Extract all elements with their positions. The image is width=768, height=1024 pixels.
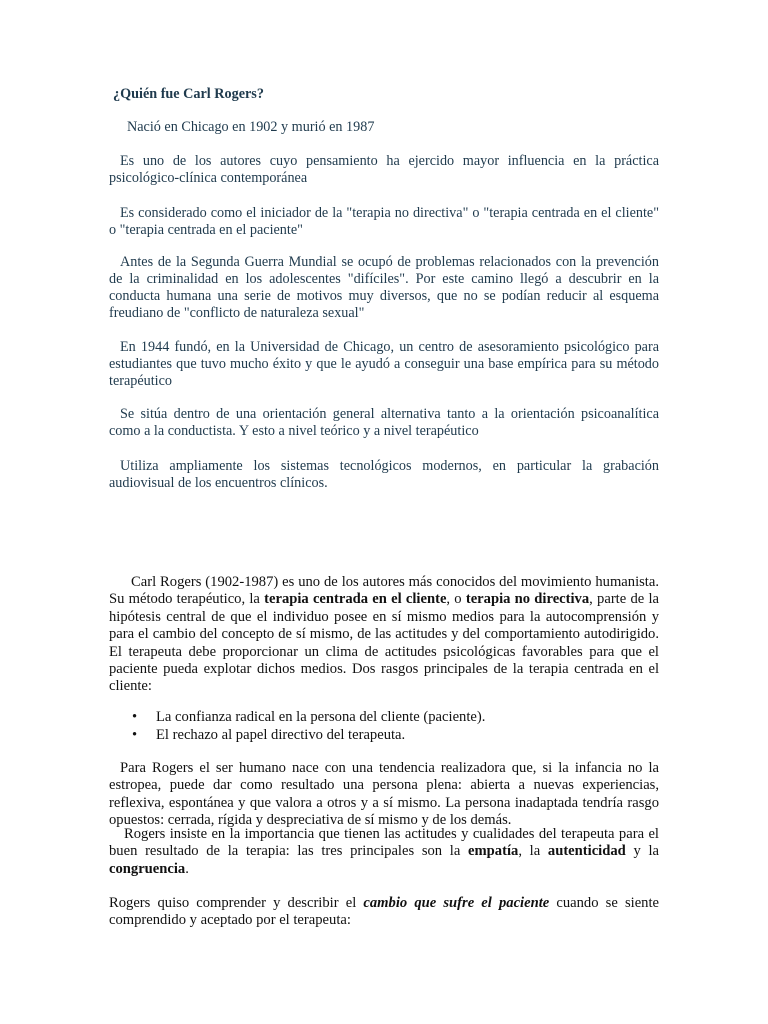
body-paragraph-4-text-a: Rogers quiso comprender y describir el — [109, 895, 364, 911]
term-cambio-paciente: cambio que sufre el paciente — [363, 895, 550, 911]
body-paragraph-4-text-b: cuando se siente comprendido y aceptado por el terapeuta: — [109, 895, 659, 929]
body-paragraph-2: Para Rogers el ser humano nace con una tendencia realizadora que, si la infancia no la estropea, puede dar como resultado una persona plena: abierta a nuevas experiencias, reflexiva, espontánea y que valora a otros y a sí mismo. La persona inadaptada tendría rasgo opuestos: cerrada, rígida y despreciativa de sí mismo y de los demás. — [109, 760, 659, 829]
intro-paragraph-4: Antes de la Segunda Guerra Mundial se ocupó de problemas relacionados con la prevención de la criminalidad en los adolescentes "difíciles". Por este camino llegó a descubrir en la conducta humana una serie de motivos muy diversos, que no se podían reducir al esquema freudiano de "conflicto de naturaleza sexual" — [109, 254, 659, 321]
list-item — [109, 709, 659, 727]
term-autenticidad: autenticidad — [547, 843, 626, 860]
intro-paragraph-2: Es uno de los autores cuyo pensamiento ha ejercido mayor influencia en la práctica psicológico-clínica contemporánea — [109, 153, 659, 186]
body-paragraph-4 — [109, 895, 659, 930]
body-paragraph-3-text-c: y la — [625, 843, 659, 860]
body-paragraph-1-text-c: , parte de la hipótesis central de que el individuo posee en sí mismo medios para la autocomprensión y para el cambio del concepto de sí mismo, de las actitudes y del comportamiento autodirigido. El terapeuta debe proporcionar un clima de actitudes psicológicas favorables para que el paciente pueda explotar dichos medios. Dos rasgos principales de la terapia centrada en el cliente: — [109, 591, 659, 695]
term-terapia-centrada: terapia centrada en el cliente — [264, 591, 447, 608]
term-empatia: empatía — [468, 843, 519, 860]
term-terapia-no-directiva: terapia no directiva — [465, 591, 590, 608]
list-item-text: El rechazo al papel directivo del terapeuta. — [156, 727, 406, 743]
list-item-text: La confianza radical en la persona del cliente (paciente). — [156, 709, 486, 725]
body-paragraph-3-text-a: Rogers insiste en la importancia que tienen las actitudes y cualidades del terapeuta para el buen resultado de la terapia: las tres principales son la — [109, 826, 659, 860]
traits-list — [109, 709, 659, 745]
intro-paragraph-7: Utiliza ampliamente los sistemas tecnológicos modernos, en particular la grabación audiovisual de los encuentros clínicos. — [109, 458, 659, 491]
intro-paragraph-3: Es considerado como el iniciador de la "terapia no directiva" o "terapia centrada en el cliente" o "terapia centrada en el paciente" — [109, 205, 659, 238]
body-paragraph-1-text-a: Carl Rogers (1902-1987) es uno de los autores más conocidos del movimiento humanista. Su método terapéutico, la — [109, 574, 659, 608]
body-paragraph-3 — [109, 826, 659, 878]
bullet-icon: • — [132, 709, 138, 725]
list-item — [109, 727, 659, 745]
term-congruencia: congruencia — [109, 860, 186, 877]
document-title: ¿Quién fue Carl Rogers? — [113, 86, 264, 102]
body-paragraph-1 — [109, 574, 659, 696]
intro-paragraph-1: Nació en Chicago en 1902 y murió en 1987 — [127, 119, 375, 135]
intro-paragraph-6: Se sitúa dentro de una orientación general alternativa tanto a la orientación psicoanalítica como a la conductista. Y esto a nivel teórico y a nivel terapéutico — [109, 406, 659, 439]
bullet-icon: • — [132, 727, 138, 743]
body-paragraph-1-text-b: , o — [446, 591, 466, 608]
body-paragraph-3-text-d: . — [185, 860, 189, 877]
intro-paragraph-5: En 1944 fundó, en la Universidad de Chicago, un centro de asesoramiento psicológico para estudiantes que tuvo mucho éxito y que le ayudó a conseguir una base empírica para su método terapéutico — [109, 339, 659, 389]
body-paragraph-3-text-b: , la — [518, 843, 548, 860]
